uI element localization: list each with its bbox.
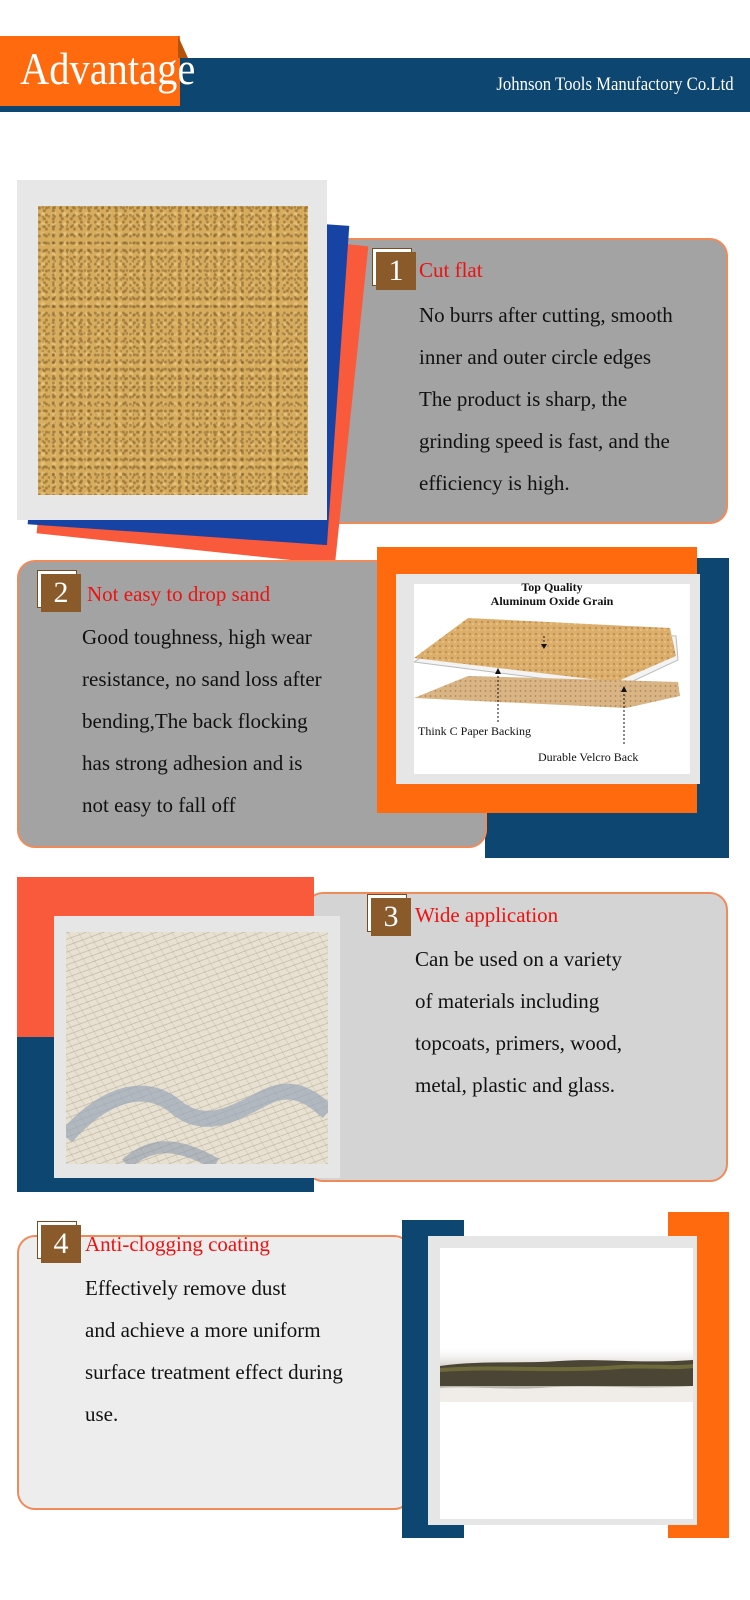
feature-line: bending,The back flocking (82, 709, 308, 733)
diagram-label-velcro: Durable Velcro Back (538, 750, 639, 764)
feature-line: Can be used on a variety (415, 947, 623, 971)
cross-section-image (440, 1248, 693, 1519)
feature-line: The product is sharp, the (419, 387, 628, 411)
feature-line: topcoats, primers, wood, (415, 1031, 623, 1055)
flocking-pattern (66, 932, 328, 1164)
feature-text-2 (82, 616, 322, 826)
feature-text-1 (419, 294, 673, 504)
feature-title-3: Wide application (415, 903, 559, 927)
layer-diagram (414, 580, 690, 774)
feature-title-4: Anti-clogging coating (85, 1232, 270, 1256)
feature-line: use. (85, 1402, 119, 1426)
flocking-back-image (66, 932, 328, 1164)
feature-text-3 (415, 938, 622, 1106)
number-badge-2: 2 (41, 574, 81, 612)
feature-title-1: Cut flat (419, 258, 483, 282)
page-title: Advantage (20, 43, 196, 94)
number-badge-4: 4 (41, 1225, 81, 1263)
feature-line: metal, plastic and glass. (415, 1073, 616, 1097)
feature-line: has strong adhesion and is (82, 751, 303, 775)
cross-section-graphic (440, 1248, 693, 1519)
feature-line: Good toughness, high wear (82, 625, 312, 649)
sandpaper-texture-image (38, 206, 308, 495)
feature-line: grinding speed is fast, and the (419, 429, 670, 453)
diagram-label-top-1: Top Quality (521, 580, 583, 594)
feature-line: of materials including (415, 989, 600, 1013)
company-name: Johnson Tools Manufactory Co.Ltd (496, 74, 734, 95)
feature-line: resistance, no sand loss after (82, 667, 322, 691)
feature-title-2: Not easy to drop sand (87, 582, 271, 606)
feature-line: efficiency is high. (419, 471, 570, 495)
layer-diagram-graphic (414, 584, 690, 774)
feature-line: and achieve a more uniform (85, 1318, 321, 1342)
feature-line: Effectively remove dust (85, 1276, 287, 1300)
feature-line: not easy to fall off (82, 793, 236, 817)
diagram-label-paper: Think C Paper Backing (418, 724, 531, 738)
number-badge-3: 3 (371, 898, 411, 936)
diagram-label-top-2: Aluminum Oxide Grain (490, 594, 614, 608)
feature-line: No burrs after cutting, smooth (419, 303, 673, 327)
feature-text-4 (85, 1267, 343, 1435)
feature-line: surface treatment effect during (85, 1360, 343, 1384)
feature-line: inner and outer circle edges (419, 345, 652, 369)
number-badge-1: 1 (376, 252, 416, 290)
